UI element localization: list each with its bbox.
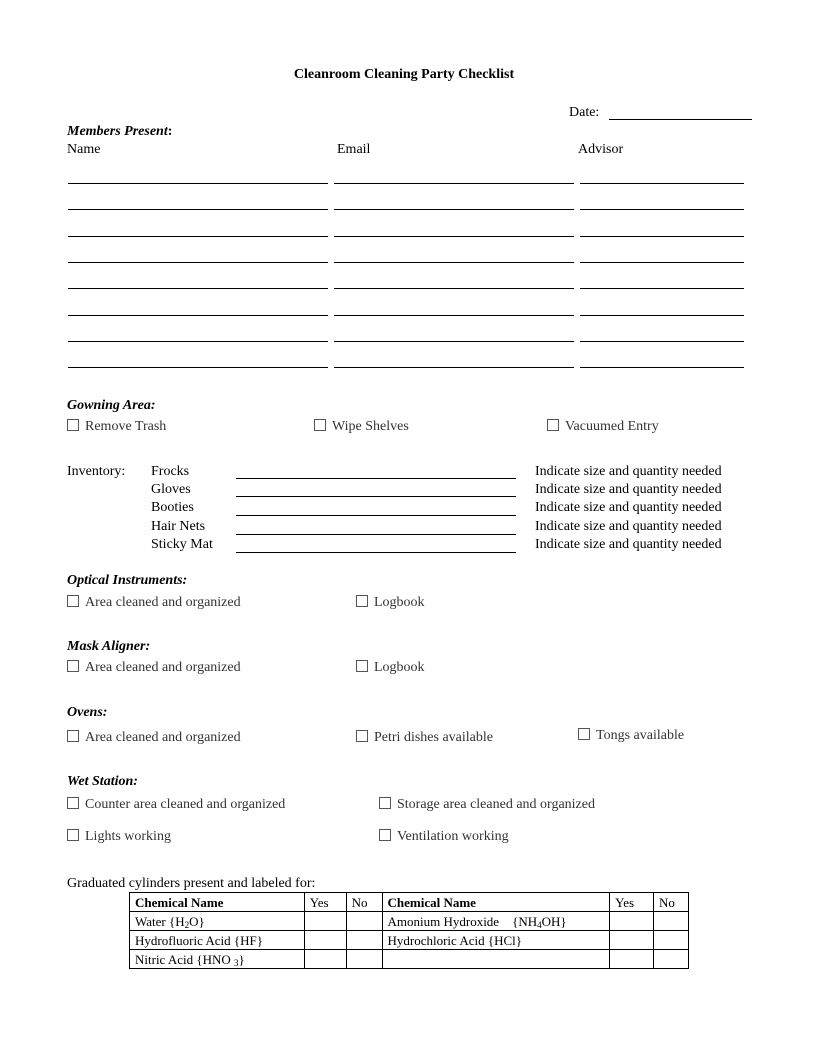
check-lights[interactable] <box>67 829 171 845</box>
inventory-item: Hair Nets <box>151 519 206 534</box>
chemical-cell <box>130 912 305 931</box>
inventory-note: Indicate size and quantity needed <box>535 500 722 515</box>
check-petri-dishes[interactable] <box>356 730 493 746</box>
no-cell[interactable] <box>346 931 382 950</box>
cylinders-table <box>129 892 689 969</box>
checkbox-icon[interactable] <box>578 728 590 740</box>
inventory-note: Indicate size and quantity needed <box>535 464 722 479</box>
inventory-field-booties[interactable] <box>236 515 516 516</box>
check-label: Remove Trash <box>85 419 167 434</box>
checkbox-icon[interactable] <box>67 730 79 742</box>
inventory-field-frocks[interactable] <box>236 478 516 479</box>
chemical-cell <box>382 950 610 969</box>
checkbox-icon[interactable] <box>379 829 391 841</box>
members-heading <box>67 124 172 140</box>
member-email-field[interactable] <box>334 262 574 263</box>
member-name-field[interactable] <box>68 209 328 210</box>
member-advisor-field[interactable] <box>580 367 744 368</box>
gowning-heading: Gowning Area: <box>67 398 156 413</box>
cylinders-intro: Graduated cylinders present and labeled for: <box>67 876 316 891</box>
member-advisor-field[interactable] <box>580 183 744 184</box>
yes-cell[interactable] <box>610 912 654 931</box>
check-label: Logbook <box>374 660 425 675</box>
checkbox-icon[interactable] <box>67 419 79 431</box>
yes-cell[interactable] <box>610 950 654 969</box>
member-advisor-field[interactable] <box>580 262 744 263</box>
check-remove-trash[interactable] <box>67 419 166 435</box>
check-ventilation[interactable] <box>379 829 509 845</box>
inventory-label: Inventory: <box>67 464 126 479</box>
ovens-heading: Ovens: <box>67 705 108 720</box>
member-advisor-field[interactable] <box>580 315 744 316</box>
chemical-cell <box>130 950 305 969</box>
member-name-field[interactable] <box>68 367 328 368</box>
page-title: Cleanroom Cleaning Party Checklist <box>293 67 515 82</box>
check-counter-area[interactable] <box>67 797 285 813</box>
inventory-item: Sticky Mat <box>151 537 213 552</box>
chem-text: Amonium Hydroxide {NH <box>387 913 538 929</box>
chem-text: OH} <box>541 913 567 929</box>
checkbox-icon[interactable] <box>67 829 79 841</box>
check-label: Area cleaned and organized <box>85 730 241 745</box>
no-cell[interactable] <box>346 912 382 931</box>
no-cell[interactable] <box>654 950 689 969</box>
no-cell[interactable] <box>654 931 689 950</box>
column-name: Name <box>67 142 101 157</box>
member-name-field[interactable] <box>68 262 328 263</box>
yes-cell[interactable] <box>304 912 346 931</box>
inventory-item: Gloves <box>151 482 191 497</box>
header-yes: Yes <box>610 893 654 912</box>
no-cell[interactable] <box>346 950 382 969</box>
member-email-field[interactable] <box>334 209 574 210</box>
header-no: No <box>346 893 382 912</box>
yes-cell[interactable] <box>610 931 654 950</box>
check-label: Wipe Shelves <box>332 419 409 434</box>
check-label: Vacuumed Entry <box>565 419 659 434</box>
optical-heading: Optical Instruments: <box>67 573 188 588</box>
table-row <box>130 912 689 931</box>
check-optical-logbook[interactable] <box>356 595 425 611</box>
checkbox-icon[interactable] <box>356 660 368 672</box>
inventory-field-gloves[interactable] <box>236 496 516 497</box>
member-advisor-field[interactable] <box>580 236 744 237</box>
checkbox-icon[interactable] <box>379 797 391 809</box>
check-storage-area[interactable] <box>379 797 595 813</box>
member-email-field[interactable] <box>334 315 574 316</box>
check-label: Area cleaned and organized <box>85 595 241 610</box>
inventory-note: Indicate size and quantity needed <box>535 537 722 552</box>
header-yes: Yes <box>304 893 346 912</box>
yes-cell[interactable] <box>304 931 346 950</box>
member-email-field[interactable] <box>334 183 574 184</box>
chemical-cell <box>382 912 610 931</box>
inventory-note: Indicate size and quantity needed <box>535 482 722 497</box>
inventory-item: Booties <box>151 500 194 515</box>
check-tongs[interactable] <box>578 728 684 744</box>
inventory-field-hair-nets[interactable] <box>236 534 516 535</box>
check-label: Lights working <box>85 829 171 844</box>
column-advisor: Advisor <box>578 142 624 157</box>
member-advisor-field[interactable] <box>580 209 744 210</box>
header-no: No <box>654 893 689 912</box>
checkbox-icon[interactable] <box>314 419 326 431</box>
inventory-item: Frocks <box>151 464 190 479</box>
check-label: Area cleaned and organized <box>85 660 241 675</box>
member-email-field[interactable] <box>334 288 574 289</box>
chem-sub: 2 <box>184 919 190 930</box>
checkbox-icon[interactable] <box>67 660 79 672</box>
check-vacuumed-entry[interactable] <box>547 419 659 435</box>
check-ovens-area[interactable] <box>67 730 241 746</box>
member-email-field[interactable] <box>334 236 574 237</box>
mask-heading: Mask Aligner: <box>67 639 151 654</box>
inventory-field-sticky-mat[interactable] <box>236 552 516 553</box>
checkbox-icon[interactable] <box>356 595 368 607</box>
no-cell[interactable] <box>654 912 689 931</box>
member-advisor-field[interactable] <box>580 341 744 342</box>
check-label: Logbook <box>374 595 425 610</box>
inventory-note: Indicate size and quantity needed <box>535 519 722 534</box>
date-label: Date: <box>569 105 600 120</box>
check-mask-logbook[interactable] <box>356 660 425 676</box>
checkbox-icon[interactable] <box>67 595 79 607</box>
check-wipe-shelves[interactable] <box>314 419 409 435</box>
checkbox-icon[interactable] <box>67 797 79 809</box>
chemical-cell <box>130 931 305 950</box>
member-name-field[interactable] <box>68 341 328 342</box>
chem-sub: 3 <box>234 957 239 968</box>
header-chemical-name: Chemical Name <box>382 893 610 912</box>
member-name-field[interactable] <box>68 236 328 237</box>
member-email-field[interactable] <box>334 367 574 368</box>
table-row <box>130 931 689 950</box>
member-name-field[interactable] <box>68 183 328 184</box>
member-advisor-field[interactable] <box>580 288 744 289</box>
checkbox-icon[interactable] <box>547 419 559 431</box>
check-label: Counter area cleaned and organized <box>85 797 286 812</box>
date-field[interactable] <box>609 119 752 120</box>
member-name-field[interactable] <box>68 288 328 289</box>
check-label: Storage area cleaned and organized <box>397 797 595 812</box>
column-email: Email <box>337 142 371 157</box>
chem-text: Nitric Acid {HNO <box>135 951 235 967</box>
member-name-field[interactable] <box>68 315 328 316</box>
check-label: Petri dishes available <box>374 730 493 745</box>
chem-text: } <box>238 951 245 967</box>
chem-text: O} <box>189 913 205 929</box>
table-row <box>130 950 689 969</box>
check-label: Tongs available <box>596 728 685 743</box>
chem-text: Hydrochloric Acid {HCl} <box>387 932 523 948</box>
wet-heading: Wet Station: <box>67 774 138 789</box>
member-email-field[interactable] <box>334 341 574 342</box>
header-chemical-name: Chemical Name <box>130 893 305 912</box>
check-label: Ventilation working <box>397 829 509 844</box>
checkbox-icon[interactable] <box>356 730 368 742</box>
members-heading-colon: : <box>167 124 173 139</box>
yes-cell[interactable] <box>304 950 346 969</box>
chemical-cell <box>382 931 610 950</box>
chem-sub: 4 <box>537 919 542 930</box>
check-optical-area[interactable] <box>67 595 241 611</box>
table-header-row <box>130 893 689 912</box>
members-heading-text: Members Present <box>67 124 168 139</box>
chem-text: Water {H <box>135 913 185 929</box>
chem-text: Hydrofluoric Acid {HF} <box>135 932 264 948</box>
check-mask-area[interactable] <box>67 660 241 676</box>
